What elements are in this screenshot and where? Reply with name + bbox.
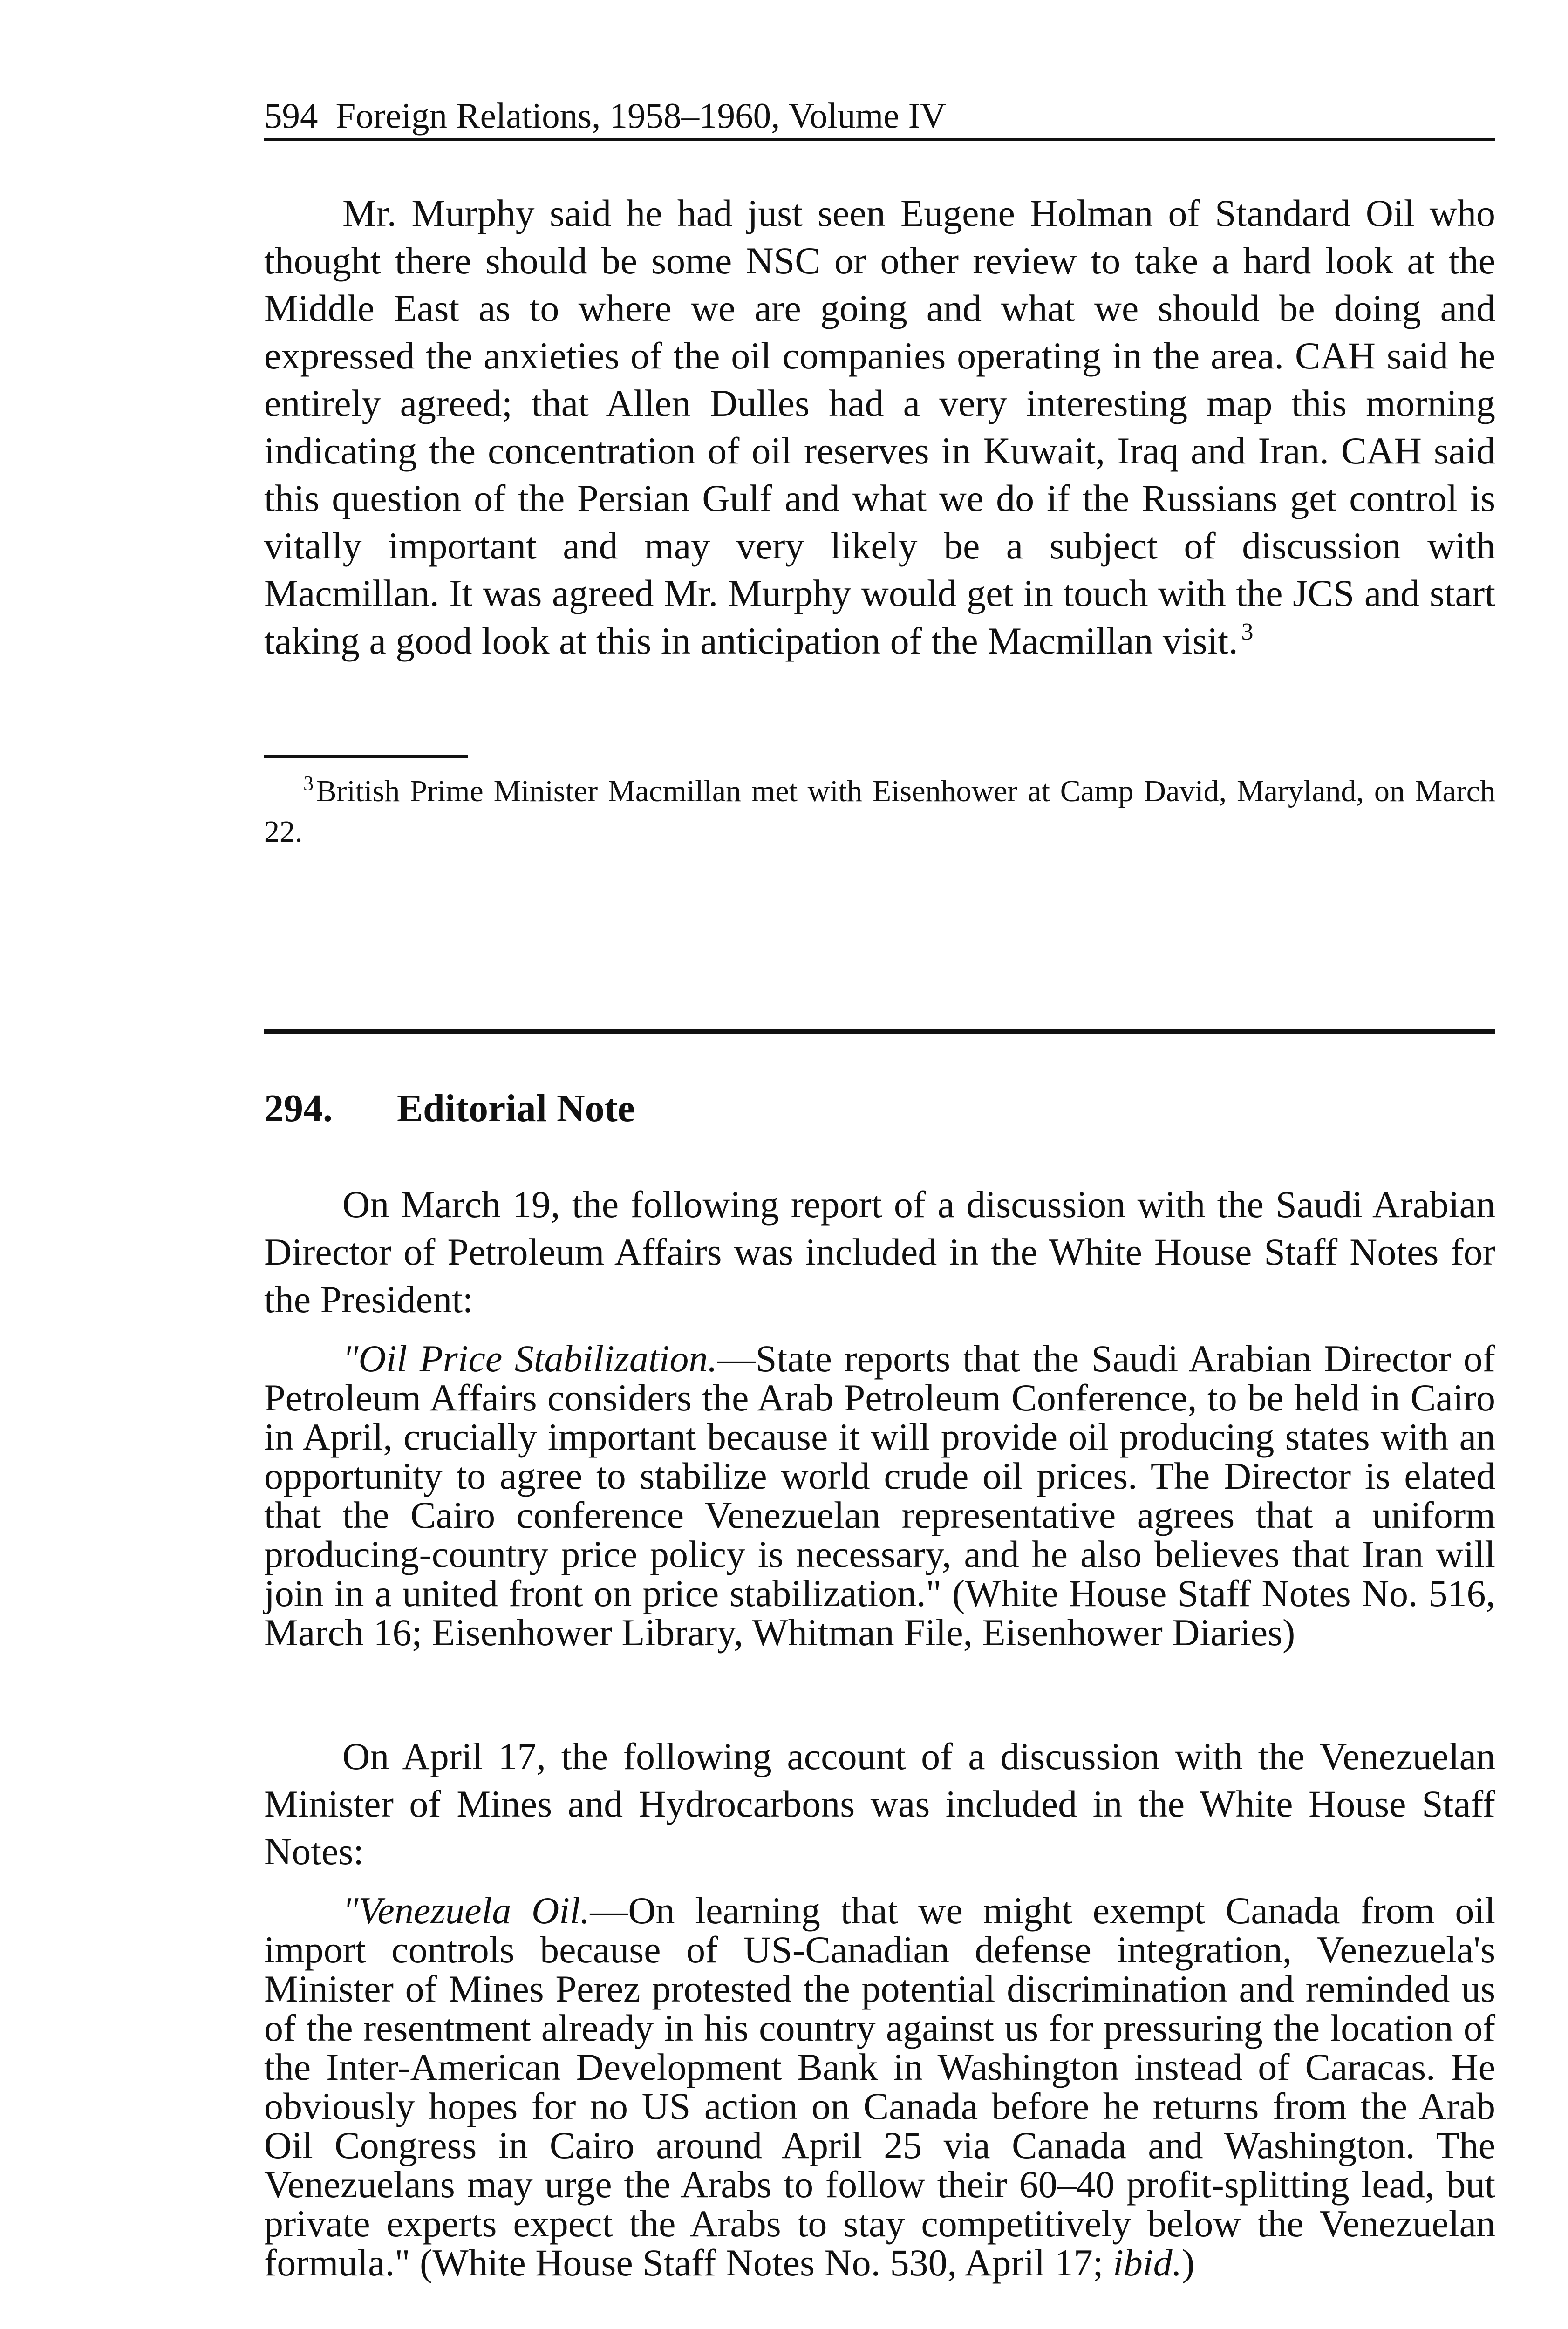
section-number: 294. bbox=[264, 1087, 333, 1130]
quote-title: "Venezuela Oil. bbox=[342, 1889, 590, 1932]
top-paragraph bbox=[264, 190, 1495, 665]
quote-text: —On learning that we might exempt Canada from oil import controls because of US-Canadian defense integration, Venezuela's Minister of Mines Perez protested the potential discrimination and reminded us of the resentment already in his country against us for pressuring the location of the Inter-American Development Bank in Washington instead of Caracas. He obviously hopes for no US action on Canada before he returns from the Arab Oil Congress in Cairo around April 25 via Canada and Washington. The Venezuelans may urge the Arabs to follow their 60–40 profit-splitting lead, but private experts expect the Arabs to stay competitively below the Venezuelan formula." (White House Staff Notes No. 530, April 17; bbox=[264, 1889, 1495, 2284]
quote-title: "Oil Price Stabilization. bbox=[342, 1337, 717, 1380]
paragraph-april-17 bbox=[264, 1733, 1495, 1875]
quote-oil-price-stabilization bbox=[264, 1339, 1495, 1652]
footnote bbox=[264, 771, 1495, 852]
page-number: 594 bbox=[264, 95, 318, 136]
quote-text: —State reports that the Saudi Arabian Director of Petroleum Affairs considers the Arab Petroleum Conference, to be held in Cairo in April, crucially important because it will provide oil producing states with an opportunity to agree to stabilize world crude oil prices. The Director is elated that the Cairo conference Venezuelan representative agrees that a uniform producing-country price policy is necessary, and he also believes that Iran will join in a united front on price stabilization." (White House Staff Notes No. 516, March 16; Eisenhower Library, Whitman File, Eisenhower Diaries) bbox=[264, 1337, 1495, 1654]
quote-close: ) bbox=[1182, 2241, 1195, 2284]
footnote-marker: 3 bbox=[303, 772, 314, 795]
section-divider bbox=[264, 1029, 1495, 1034]
running-title: Foreign Relations, 1958–1960, Volume IV bbox=[335, 95, 946, 136]
section-title: Editorial Note bbox=[397, 1087, 635, 1130]
quote-venezuela-oil bbox=[264, 1891, 1495, 2282]
footnote-reference: 3 bbox=[1241, 619, 1254, 645]
section-heading bbox=[264, 1085, 635, 1132]
paragraph-text: On March 19, the following report of a discussion with the Saudi Arabian Director of Petroleum Affairs was included in the White House Staff Notes for the President: bbox=[264, 1183, 1495, 1321]
running-header bbox=[264, 93, 1495, 141]
footnote-text: British Prime Minister Macmillan met with Eisenhower at Camp David, Maryland, on March 22. bbox=[264, 774, 1495, 849]
quote-ibid: ibid. bbox=[1113, 2241, 1182, 2284]
top-paragraph-text: Mr. Murphy said he had just seen Eugene Holman of Standard Oil who thought there should be some NSC or other review to take a hard look at the Middle East as to where we are going and what we should be doing and expressed the anxieties of the oil companies operating in the area. CAH said he entirely agreed; that Allen Dulles had a very interesting map this morning indicating the concentration of oil reserves in Kuwait, Iraq and Iran. CAH said this question of the Persian Gulf and what we do if the Russians get control is vitally important and may very likely be a subject of discussion with Macmillan. It was agreed Mr. Murphy would get in touch with the JCS and start taking a good look at this in anticipation of the Macmillan visit. bbox=[264, 192, 1495, 662]
footnote-divider bbox=[264, 755, 468, 758]
paragraph-text: On April 17, the following account of a discussion with the Venezuelan Minister of Mines and Hydrocarbons was included in the White House Staff Notes: bbox=[264, 1735, 1495, 1873]
paragraph-march-19 bbox=[264, 1181, 1495, 1323]
